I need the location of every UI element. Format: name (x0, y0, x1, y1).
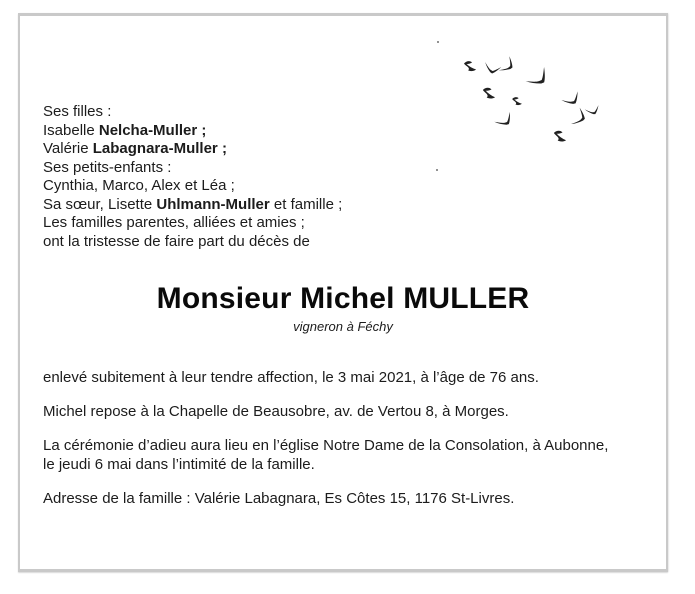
bird-icon (494, 111, 515, 130)
intro-line: Sa sœur, Lisette Uhlmann-Muller et famille ; (43, 195, 343, 213)
paragraph-address: Adresse de la famille : Valérie Labagnara, Es Côtes 15, 1176 St-Livres. (43, 489, 515, 507)
intro-line: Valérie Labagnara-Muller ; (43, 140, 227, 157)
announcement-body (43, 369, 641, 524)
scan-speck (436, 169, 438, 171)
bird-icon (526, 66, 552, 91)
intro-line: Ses petits-enfants : (43, 158, 172, 176)
bird-icon (499, 56, 517, 76)
bird-icon (553, 130, 567, 142)
intro-line: Cynthia, Marco, Alex et Léa ; (43, 177, 235, 194)
bird-icon (483, 62, 502, 75)
bird-icon (464, 61, 476, 71)
obituary-scan (18, 13, 668, 572)
intro-line: Les familles parentes, alliées et amies ; (43, 214, 305, 231)
bird-icon (585, 104, 601, 116)
intro-line: Isabelle Nelcha-Muller ; (43, 121, 207, 139)
family-intro (43, 103, 342, 251)
intro-line: ont la tristesse de faire part du décès de (43, 232, 310, 250)
paragraph-ceremony: La cérémonie d’adieu aura lieu en l’église Notre Dame de la Consolation, à Aubonne, le jeudi 6 mai dans l’intimité de la famille. (43, 437, 609, 473)
deceased-profession: vigneron à Féchy (293, 319, 393, 334)
paragraph-repose: Michel repose à la Chapelle de Beausobre, av. de Vertou 8, à Morges. (43, 403, 509, 420)
deceased-name: Monsieur Michel MULLER (156, 282, 530, 315)
scan-speck (437, 41, 439, 43)
bird-icon (571, 107, 588, 128)
bird-icon (561, 91, 582, 109)
bird-icon (482, 87, 496, 99)
intro-line: Ses filles : (43, 103, 112, 120)
paragraph-death: enlevé subitement à leur tendre affection, le 3 mai 2021, à l’âge de 76 ans. (43, 369, 539, 386)
birds-flock-illustration (450, 50, 610, 155)
bird-icon (512, 97, 522, 105)
